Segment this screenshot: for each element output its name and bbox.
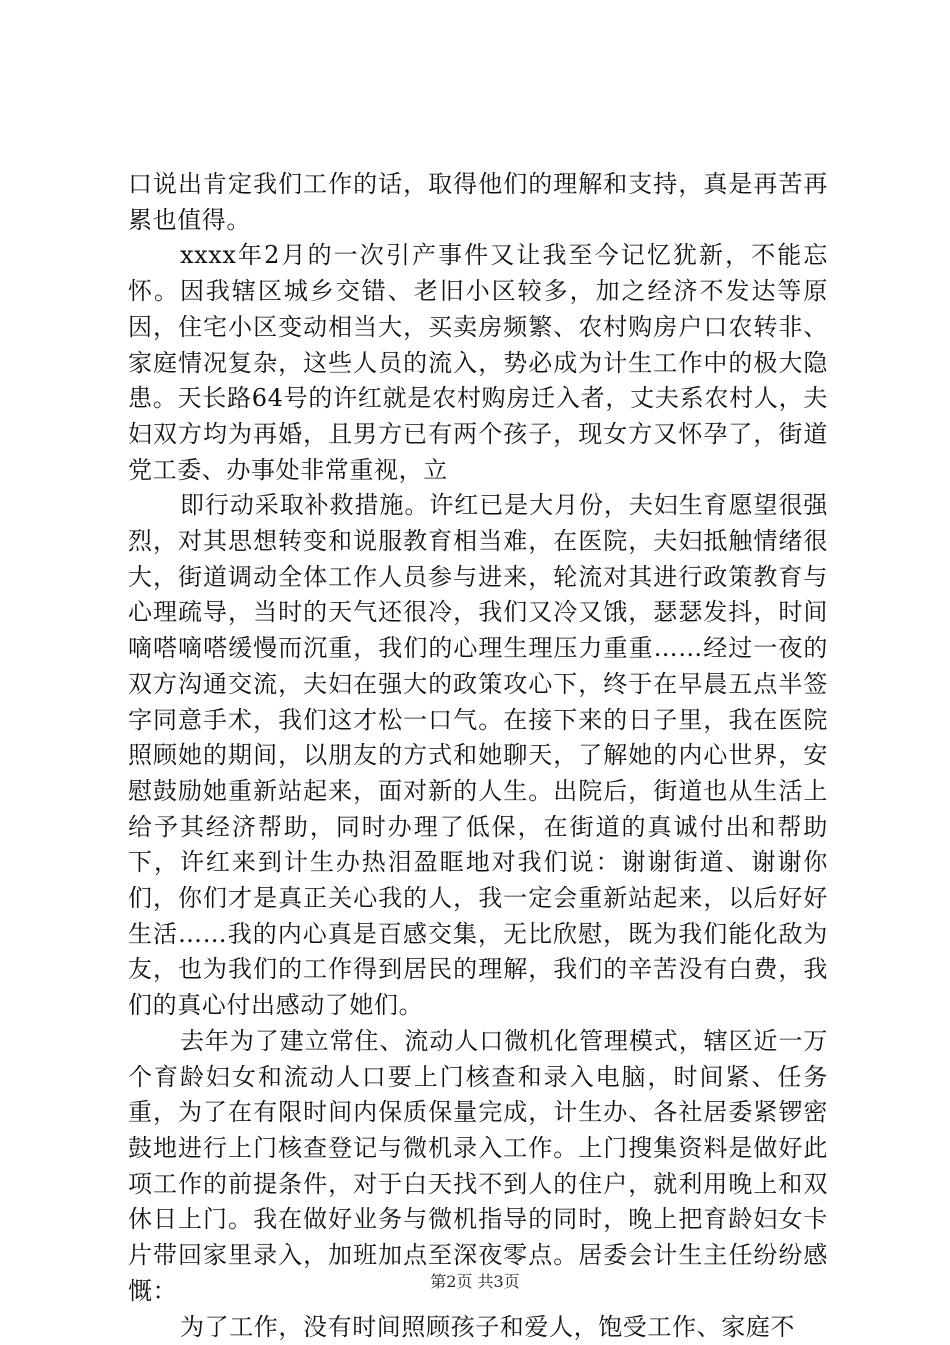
paragraph-2: xxxx年2月的一次引产事件又让我至今记忆犹新，不能忘怀。因我辖区城乡交错、老旧小区较多，加之经济不发达等原因，住宅小区变动相当大，买卖房频繁、农村购房户口农转非、家庭情况复杂，这些人员的流入，势必成为计生工作中的极大隐患。天长路64号的许红就是农村购房迁入者，丈夫系农村人，夫妇双方均为再婚，且男方已有两个孩子，现女方又怀孕了，街道党工委、办事处非常重视，立 bbox=[128, 238, 828, 488]
paragraph-5: 为了工作，没有时间照顾孩子和爱人，饱受工作、家庭不 bbox=[128, 1310, 828, 1345]
document-body bbox=[128, 167, 828, 1345]
paragraph-1: 口说出肯定我们工作的话，取得他们的理解和支持，真是再苦再累也值得。 bbox=[128, 167, 828, 238]
paragraph-3: 即行动采取补救措施。许红已是大月份，夫妇生育愿望很强烈，对其思想转变和说服教育相当难，在医院，夫妇抵触情绪很大，街道调动全体工作人员参与进来，轮流对其进行政策教育与心理疏导，当时的天气还很冷，我们又冷又饿，瑟瑟发抖，时间嘀嗒嘀嗒缓慢而沉重，我们的心理生理压力重重……经过一夜的双方沟通交流，夫妇在强大的政策攻心下，终于在早晨五点半签字同意手术，我们这才松一口气。在接下来的日子里，我在医院照顾她的期间，以朋友的方式和她聊天，了解她的内心世界，安慰鼓励她重新站起来，面对新的人生。出院后，街道也从生活上给予其经济帮助，同时办理了低保，在街道的真诚付出和帮助下，许红来到计生办热泪盈眶地对我们说：谢谢街道、谢谢你们，你们才是真正关心我的人，我一定会重新站起来，以后好好生活……我的内心真是百感交集，无比欣慰，既为我们能化敌为友，也为我们的工作得到居民的理解，我们的辛苦没有白费，我们的真心付出感动了她们。 bbox=[128, 488, 828, 1024]
page-footer bbox=[0, 1272, 950, 1292]
paragraph-4: 去年为了建立常住、流动人口微机化管理模式，辖区近一万个育龄妇女和流动人口要上门核查和录入电脑，时间紧、任务重，为了在有限时间内保质保量完成，计生办、各社居委紧锣密鼓地进行上门核查登记与微机录入工作。上门搜集资料是做好此项工作的前提条件，对于白天找不到人的住户，就利用晚上和双休日上门。我在做好业务与微机指导的同时，晚上把育龄妇女卡片带回家里录入，加班加点至深夜零点。居委会计生主任纷纷感慨： bbox=[128, 1024, 828, 1310]
page-number-label: 第2页 共3页 bbox=[430, 1272, 519, 1291]
